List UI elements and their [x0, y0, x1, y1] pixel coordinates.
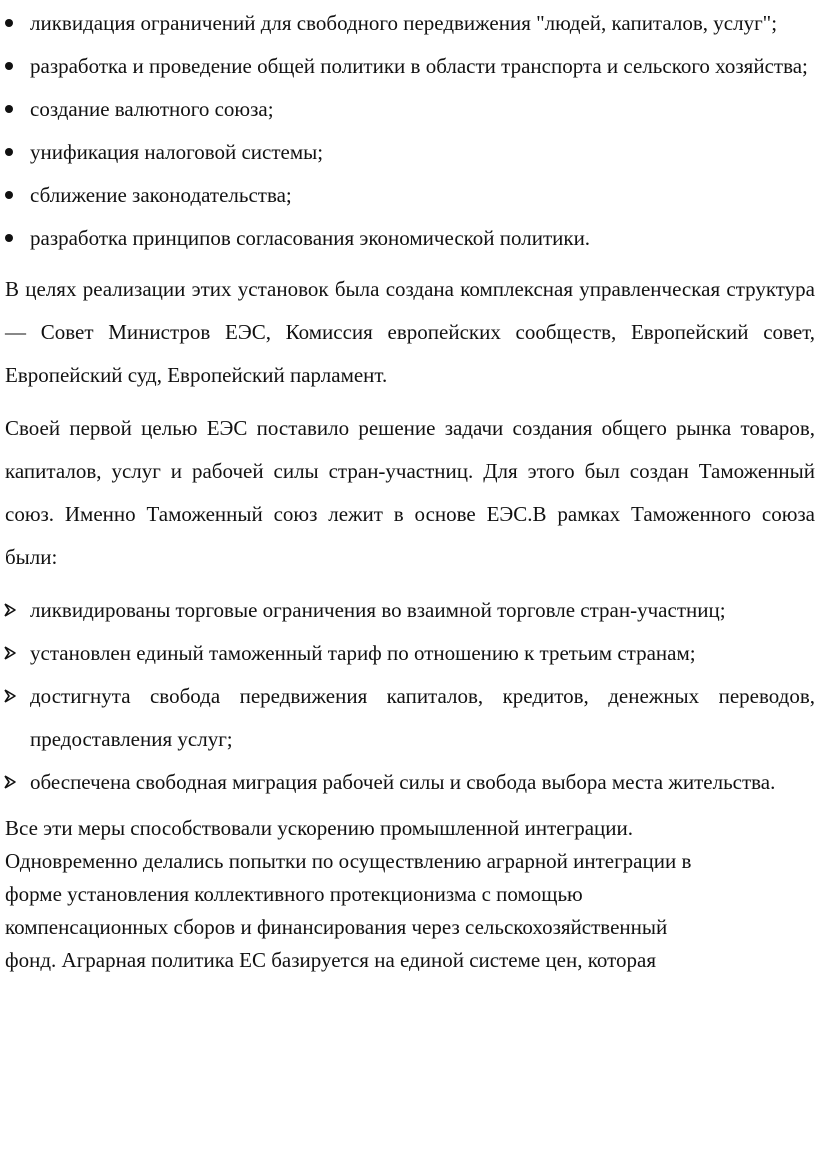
customs-union-list [5, 589, 815, 804]
list-item [5, 174, 815, 217]
bullet-icon [5, 234, 13, 242]
arrow-bullet-icon [3, 632, 19, 675]
paragraph-line: компенсационных сборов и финансирования через сельскохозяйственный [5, 915, 668, 939]
list-item [5, 761, 815, 804]
list-item-text: унификация налоговой системы; [30, 140, 324, 164]
paragraph-line: Одновременно делались попытки по осуществлению аграрной интеграции в [5, 849, 692, 873]
list-item-text: обеспечена свободная миграция рабочей силы и свобода выбора места жительства. [30, 770, 776, 794]
bullet-icon [5, 191, 13, 199]
arrow-bullet-icon [3, 761, 19, 804]
list-item [5, 589, 815, 632]
list-item-text: разработка и проведение общей политики в области транспорта и сельского хозяйства; [30, 54, 808, 78]
list-item [5, 88, 815, 131]
list-item [5, 2, 815, 45]
paragraph-integration [5, 812, 815, 977]
bullet-icon [5, 19, 13, 27]
bullet-icon [5, 105, 13, 113]
paragraph-customs-union: Своей первой целью ЕЭС поставило решение задачи создания общего рынка товаров, капиталов, услуг и рабочей силы стран-участниц. Для этого был создан Таможенный союз. Именно Таможенный союз лежит в основе ЕЭС.В рамках Таможенного союза были: [5, 416, 815, 569]
paragraph-line: фонд. Аграрная политика ЕС базируется на единой системе цен, которая [5, 948, 656, 972]
arrow-bullet-icon [3, 589, 19, 632]
bullet-icon [5, 62, 13, 70]
list-item-text: ликвидированы торговые ограничения во взаимной торговле стран-участниц; [30, 598, 726, 622]
list-item-text: установлен единый таможенный тариф по отношению к третьим странам; [30, 641, 696, 665]
goals-list [5, 2, 815, 260]
list-item [5, 45, 815, 88]
list-item-text: создание валютного союза; [30, 97, 274, 121]
list-item-text: разработка принципов согласования экономической политики. [30, 226, 591, 250]
list-item-text: ликвидация ограничений для свободного передвижения "людей, капиталов, услуг"; [30, 11, 778, 35]
paragraph-line: форме установления коллективного протекционизма с помощью [5, 882, 583, 906]
list-item [5, 217, 815, 260]
paragraph-line: Все эти меры способствовали ускорению промышленной интеграции. [5, 816, 634, 840]
paragraph-structure: В целях реализации этих установок была создана комплексная управленческая структура — Совет Министров ЕЭС, Комиссия европейских сообществ, Европейский совет, Европейский суд, Европейский парламент. [5, 277, 815, 387]
list-item [5, 675, 815, 761]
document-page [5, 0, 815, 977]
arrow-bullet-icon [3, 675, 19, 718]
list-item-text: достигнута свобода передвижения капиталов, кредитов, денежных переводов, предоставления услуг; [30, 684, 815, 751]
list-item [5, 632, 815, 675]
list-item [5, 131, 815, 174]
bullet-icon [5, 148, 13, 156]
list-item-text: сближение законодательства; [30, 183, 292, 207]
